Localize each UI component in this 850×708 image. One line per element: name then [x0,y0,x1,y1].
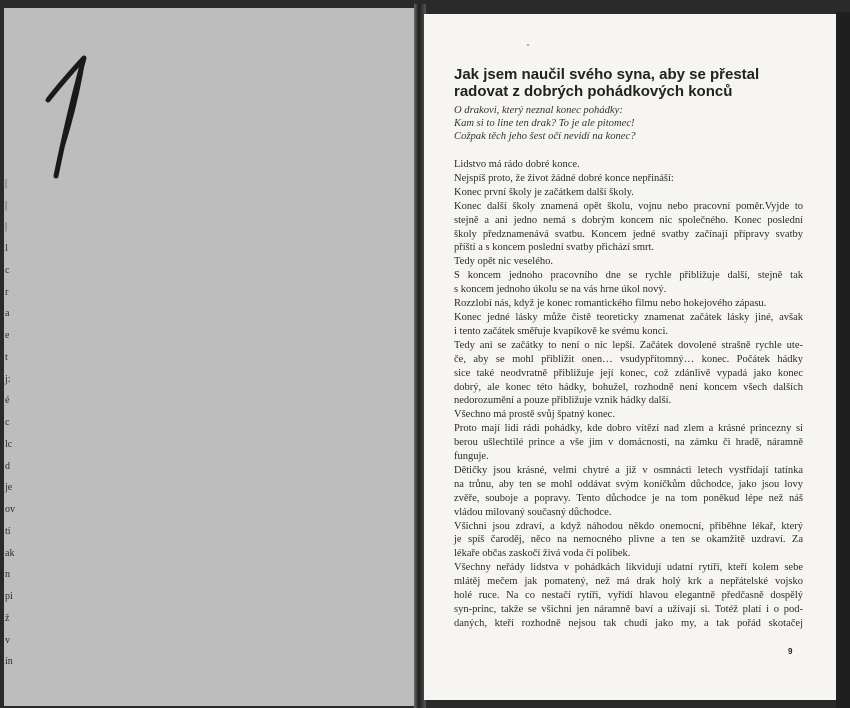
motto-line: Cožpak těch jeho šest očí nevidí na konec? [454,131,636,143]
text-line: Všechny neřády lidstva v pohádkách likvidují udatní rytíři, kteří kolem sebe [454,562,803,574]
text-line: Tedy opět nic veselého. [454,256,553,268]
left-page [4,8,416,706]
right-page [424,14,836,700]
text-line: na trůnu, aby ten se mohl oddávat svým koníčkům důchodce, jako jsou lovy [454,478,803,490]
text-line: vládou milovaný současný důchodce. [454,506,612,518]
margin-fragment: a [5,308,10,320]
heading-line: Jak jsem naučil svého syna, aby se přestal [454,66,760,83]
text-line: nedorozumění a pouze přibližuje vznik hádky další. [454,395,672,407]
paper-speck [527,44,529,46]
margin-fragment: ž [5,612,10,624]
margin-fragment: lc [5,438,13,450]
text-line: berou ušlechtilé prince a vše jim v domácnosti, na zámku či hradě, náramně [454,437,803,449]
margin-fragment: ak [5,547,15,559]
text-line: Lidstvo má rádo dobré konce. [454,159,580,170]
text-line: Všichni jsou zdraví, a když náhodou někdo onemocní, přiběhne lékař, který [454,520,803,532]
text-line: Všechno má prostě svůj špatný konec. [454,409,615,421]
text-line: stejně a ani jedno nemá s dobrým koncem nic společného. Konec poslední [454,214,803,226]
margin-fragment: | [5,221,8,233]
text-line: příští a s koncem poslední svatby přichází smrt. [454,242,655,254]
margin-fragment: e [5,330,10,342]
margin-fragment: c [5,417,10,429]
text-line: školy předznamenává svatbu. Koncem jedné svatby začínají přípravy svatby [454,228,803,240]
heading-line: radovat z dobrých pohádkových konců [454,83,733,100]
margin-fragment: l [5,243,8,255]
margin-fragment: r [5,286,9,298]
margin-fragment: ov [5,504,15,516]
text-line: syn-princ, takže se všichni jen náramně baví a užívají si. Totéž platí i o pod- [454,604,803,615]
margin-fragment: d [5,460,10,472]
text-line: Konec další školy znamená opět školu, vojnu nebo pracovní poměr.Vyjde to [454,200,803,212]
margin-fragment: | [5,199,8,211]
text-line: če, aby se mohl přiblížit onen… vsudypřítomný… konec. Počátek hádky [454,353,803,365]
margin-fragment: c [5,264,10,276]
text-line: Rozzlobí nás, když je konec romantického filmu nebo hokejového zápasu. [454,298,767,310]
text-line: daných, kteří rozhodně nejsou tak chudí jako my, a tak pořád skotačej [454,617,803,629]
chapter-heading [454,66,804,100]
text-line: s koncem jednoho úkolu se na vás hrne úkol nový. [454,284,667,296]
margin-fragment: tí [5,525,11,537]
text-line: Konec první školy je začátkem další školy. [454,186,634,198]
motto-line: O drakovi, který neznal konec pohádky: [454,105,623,116]
text-line: Proto mají lidi rádi pohádky, kde dobro vítězí nad zlem a krásné princezny si [454,423,803,435]
text-line: mlátěj mečem jak pomatený, než má drak holý krk a nepřátelské vojsko [454,576,803,588]
page-number: 9 [788,647,793,656]
motto-line: Kam si to line ten drak? To je ale pitomec! [454,118,635,130]
text-line: lékaře občas zaskočí živá voda či polibek. [454,548,631,560]
chapter-number-handwritten [34,48,94,188]
previous-page-text-fragments [4,8,16,706]
text-line: sice také neodvratně přibližuje její konec, což zdánlivě vypadá jako konec [454,367,803,379]
margin-fragment: t [5,351,8,363]
margin-fragment: n [5,569,10,581]
text-line: dobrý, ale konec této hádky, bohužel, rozhodně není koncem všech dalších [454,381,803,393]
scan-edge [836,12,850,708]
body-text [454,158,803,631]
text-line: Tedy ani se začátky to není o nic lepší. Začátek dovolené strašně rychle ute- [454,339,803,351]
text-line: je spíš čaroděj, něco na nemocného plivne a ten se okamžitě uzdraví. Za [454,534,803,546]
motto [454,104,804,144]
margin-fragment: je [5,482,13,494]
margin-fragment: pi [5,591,13,603]
margin-fragment: | [5,178,8,189]
margin-fragment: j: [5,373,11,385]
margin-fragment: v [5,634,10,646]
text-line: i tento začátek směřuje kvapíkově ke svému konci. [454,325,669,337]
text-line: Dětičky jsou krásné, velmi chytré a již v osmnácti letech vystřídají tatínka [454,464,803,476]
text-line: holé ruce. Na co nestačí rytíři, vyřídí hlavou elegantně předčasně dospělý [454,590,803,602]
text-line: Nejspíš proto, že život žádné dobré konce nepřináší: [454,172,674,184]
text-line: Konec jedné lásky může čistě teoreticky znamenat začátek lásky jiné, avšak [454,311,803,323]
margin-fragment: é [5,395,10,407]
margin-fragment: ín [5,656,13,668]
text-line: zvěře, souboje a popravy. Tento důchodce je na tom poněkud lépe než náš [454,492,803,504]
text-line: funguje. [454,451,489,463]
text-line: S koncem jednoho pracovního dne se rychle přibližuje další, stejně tak [454,270,803,282]
